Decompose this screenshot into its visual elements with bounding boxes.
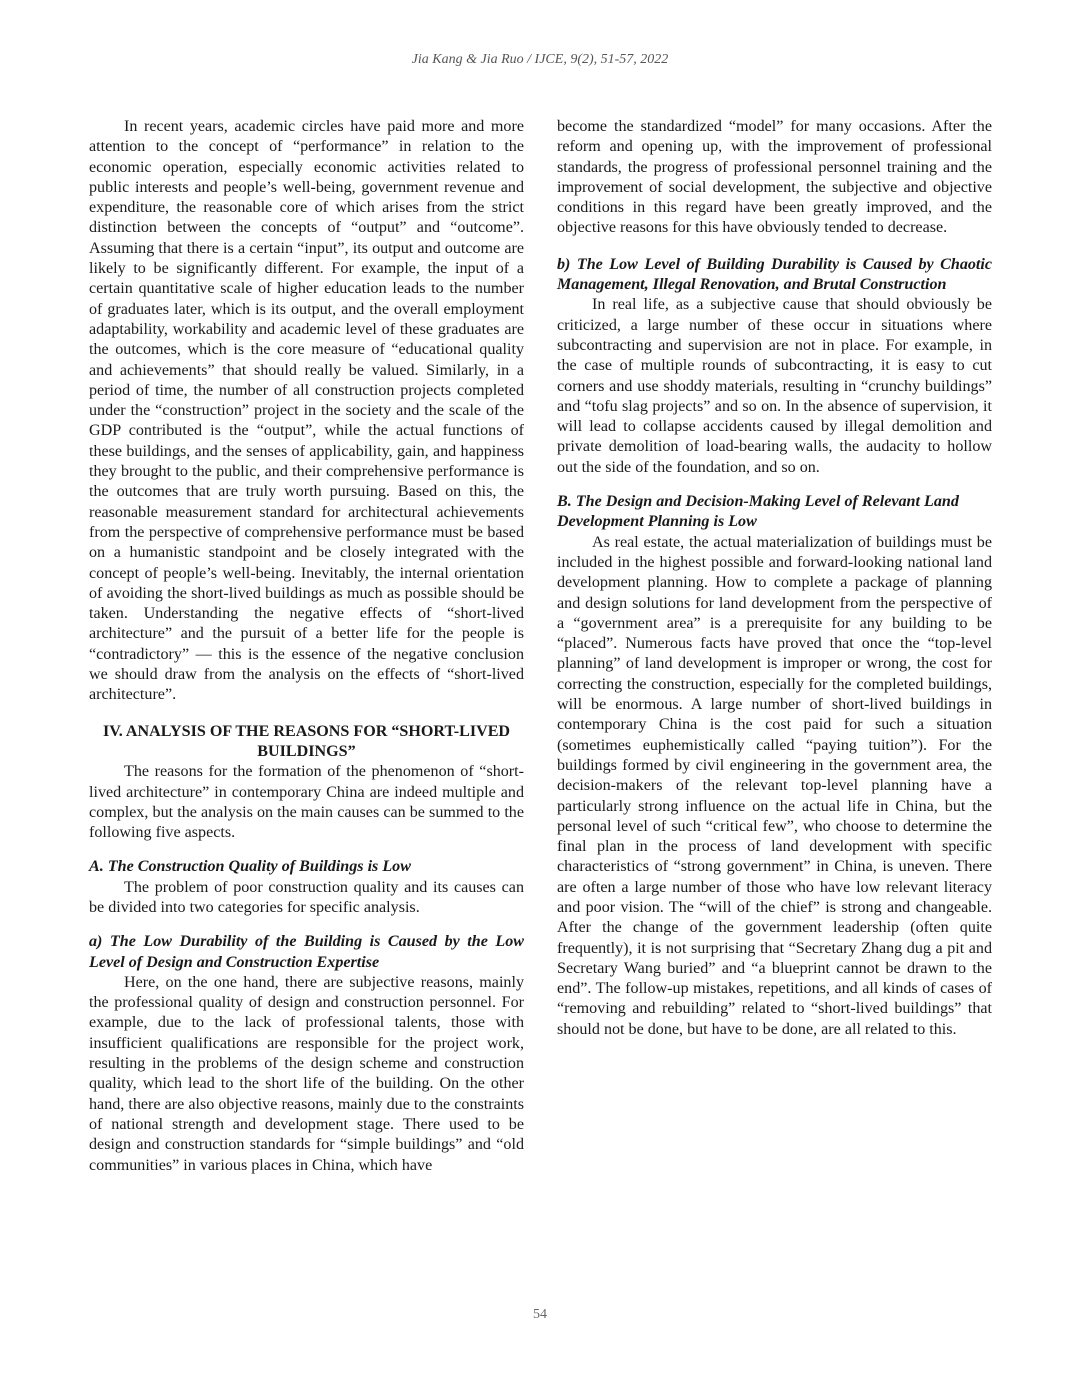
running-head: Jia Kang & Jia Ruo / IJCE, 9(2), 51-57, 2022 bbox=[411, 52, 669, 67]
continued-paragraph: become the standardized “model” for many occasions. After the reform and opening up, with the improvement of professional standards, the progress of professional personnel training and the improvement of social development, the subjective and objective conditions in this regard have been greatly improved, and the objective reasons for this have obviously tended to decrease. bbox=[557, 118, 992, 237]
subsubsection-a-paragraph: Here, on the one hand, there are subjective reasons, mainly the professional quality of design and construction personnel. For example, due to the lack of professional talents, those with insufficient qualifications are responsible for the project work, resulting in the problems of the design scheme and construction quality, which lead to the short life of the building. On the other hand, there are also objective reasons, mainly due to the constraints of national strength and development stage. There used to be design and construction standards for “simple buildings” and “old communities” in various places in China, which have bbox=[89, 973, 524, 1174]
section-heading-iv: IV. ANALYSIS OF THE REASONS FOR “SHORT-LIVED BUILDINGS” bbox=[102, 722, 511, 760]
subsubsection-b-paragraph: In real life, as a subjective cause that should obviously be criticized, a large number of these occur in situations where subcontracting and supervision are not in place. For example, in the case of multiple rounds of subcontracting, it is easy to cut corners and use shoddy materials, resulting in “crunchy buildings” and “tofu slag projects” and so on. In the absence of supervision, it will lead to collapse accidents caused by illegal demolition and private demolition of load-bearing walls, the audacity to hollow out the side of the foundation, and so on. bbox=[557, 296, 992, 476]
page-number: 54 bbox=[533, 1307, 547, 1322]
subsection-heading-a: A. The Construction Quality of Buildings is Low bbox=[89, 858, 411, 876]
left-column bbox=[89, 117, 524, 1176]
subsubsection-heading-a: a) The Low Durability of the Building is Caused by the Low Level of Design and Construction Expertise bbox=[89, 933, 524, 971]
subsection-a-paragraph: The problem of poor construction quality and its causes can be divided into two categories for specific analysis. bbox=[89, 878, 524, 916]
subsection-b-paragraph: As real estate, the actual materialization of buildings must be included in the highest possible and forward-looking national land development planning. How to complete a package of planning and design solutions for land development from the perspective of a “government area” is a prerequisite for any building to be “placed”. Numerous facts have proved that once the “top-level planning” of land development is improper or wrong, the cost for correcting the construction, especially for the completed buildings, will be enormous. A large number of short-lived buildings in contemporary China is the cost paid for such a situation (sometimes euphemistically called “paying tuition”). For the buildings formed by civil engineering in the government area, the decision-makers of the relevant top-level planning have a particularly strong influence on the actual life in China, but the personal level of such “critical few”, who choose to determine the final plan in the process of land development with specific characteristics of “strong government” in China, is uneven. There are often a large number of those who have low relevant literacy and poor vision. The “will of the chief” is strong and changeable. After the change of the government leadership (often quite frequently), it is not surprising that “Secretary Zhang dug a pit and Secretary Wang buried” and “a blueprint cannot be drawn to the end”. The follow-up mistakes, repetitions, and all kinds of cases of “removing and rebuilding” related to “short-lived buildings” that should not be done, but have to be done, are all related to this. bbox=[557, 533, 992, 1038]
subsection-heading-b: B. The Design and Decision-Making Level of Relevant Land Development Planning is Low bbox=[557, 493, 959, 531]
section-iv-paragraph: The reasons for the formation of the phenomenon of “short-lived architecture” in contemporary China are indeed multiple and complex, but the analysis on the main causes can be summed to the following five aspects. bbox=[89, 763, 524, 842]
right-column bbox=[557, 117, 992, 1040]
intro-paragraph: In recent years, academic circles have paid more and more attention to the concept of “performance” in relation to the economic operation, especially economic activities related to public interests and people’s well-being, government revenue and expenditure, the reasonable core of which arises from the strict distinction between the concepts of “output” and “outcome”. Assuming that there is a certain “input”, its output and outcome are likely to be significantly different. For example, the input of a certain quantitative scale of higher education leads to the number of graduates later, which is its output, and the overall employment adaptability, workability and academic level of these graduates are the outcomes, which is the core measure of “educational quality and achievements” that should really be valued. Similarly, in a period of time, the number of all construction projects completed under the “construction” project in the society and the scale of the GDP contributed is the “output”, while the actual functions of these buildings, and the senses of applicability, gain, and happiness they brought to the public, and their comprehensive performance is the outcomes that are truly worth pursuing. Based on this, the reasonable measurement standard for architectural achievements from the perspective of comprehensive performance must be based on a humanistic standpoint and be closely integrated with the concept of people’s well-being. Inevitably, the internal orientation of avoiding the short-lived buildings as much as possible should be taken. Understanding the negative effects of “short-lived architecture” and the pursuit of a better life for the people is “contradictory” — this is the essence of the negative conclusion we should draw from the analysis on the effects of “short-lived architecture”. bbox=[89, 118, 524, 704]
subsubsection-heading-b: b) The Low Level of Building Durability is Caused by Chaotic Management, Illegal Renovation, and Brutal Construction bbox=[557, 255, 992, 294]
